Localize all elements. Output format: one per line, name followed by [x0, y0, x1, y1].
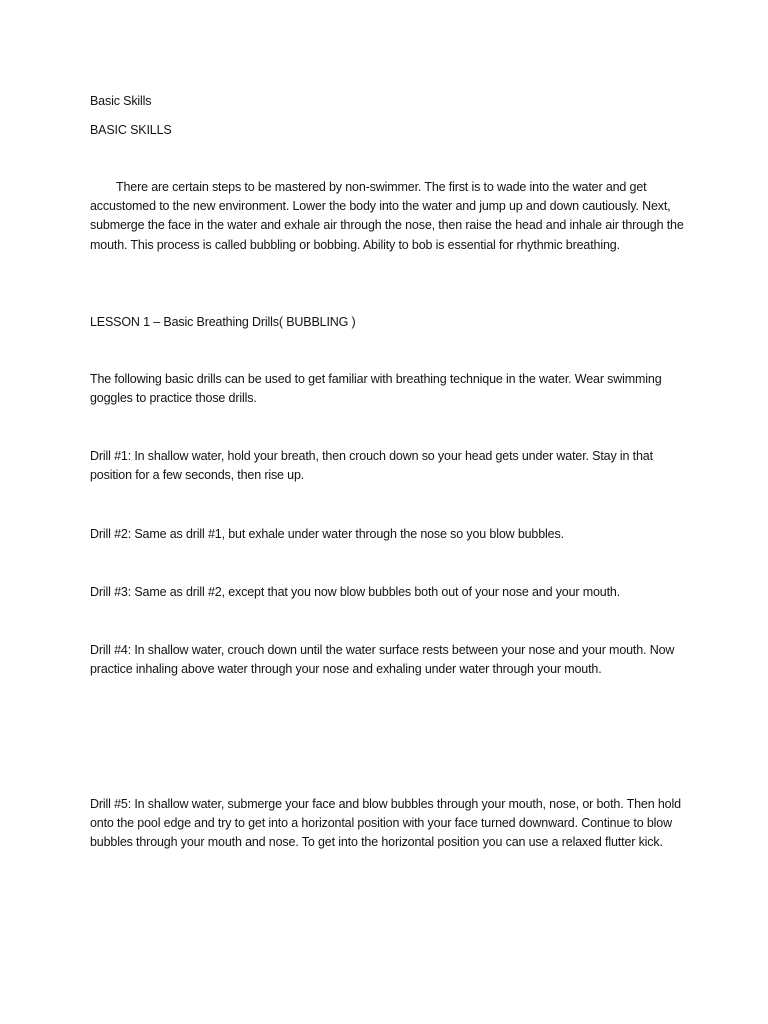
- drill-5-paragraph: Drill #5: In shallow water, submerge your face and blow bubbles through your mouth, nose, or both. Then hold onto the pool edge and try to get into a horizontal position with your face turned downward. Continue to blow bubbles through your mouth and nose. To get into the horizontal position you can use a relaxed flutter kick.: [90, 797, 681, 850]
- drill-4-paragraph: Drill #4: In shallow water, crouch down until the water surface rests between your nose and your mouth. Now practice inhaling above water through your nose and exhaling under water through your mouth.: [90, 643, 675, 677]
- lesson-intro-paragraph: The following basic drills can be used to get familiar with breathing technique in the water. Wear swimming goggles to practice those drills.: [90, 372, 662, 406]
- lesson-title: LESSON 1 – Basic Breathing Drills( BUBBLING ): [90, 315, 356, 329]
- intro-paragraph: There are certain steps to be mastered by non-swimmer. The first is to wade into the water and get accustomed to the new environment. Lower the body into the water and jump up and down cautiously. Next, submerge the face in the water and exhale air through the nose, then raise the head and inhale air through the mouth. This process is called bubbling or bobbing. Ability to bob is essential for rhythmic breathing.: [90, 180, 684, 252]
- drill-3-paragraph: Drill #3: Same as drill #2, except that you now blow bubbles both out of your nose and your mouth.: [90, 585, 621, 599]
- drill-2-paragraph: Drill #2: Same as drill #1, but exhale under water through the nose so you blow bubbles.: [90, 527, 564, 541]
- drill-1-paragraph: Drill #1: In shallow water, hold your breath, then crouch down so your head gets under water. Stay in that position for a few seconds, then rise up.: [90, 449, 653, 483]
- document-heading: BASIC SKILLS: [90, 123, 172, 137]
- document-title: Basic Skills: [90, 94, 152, 108]
